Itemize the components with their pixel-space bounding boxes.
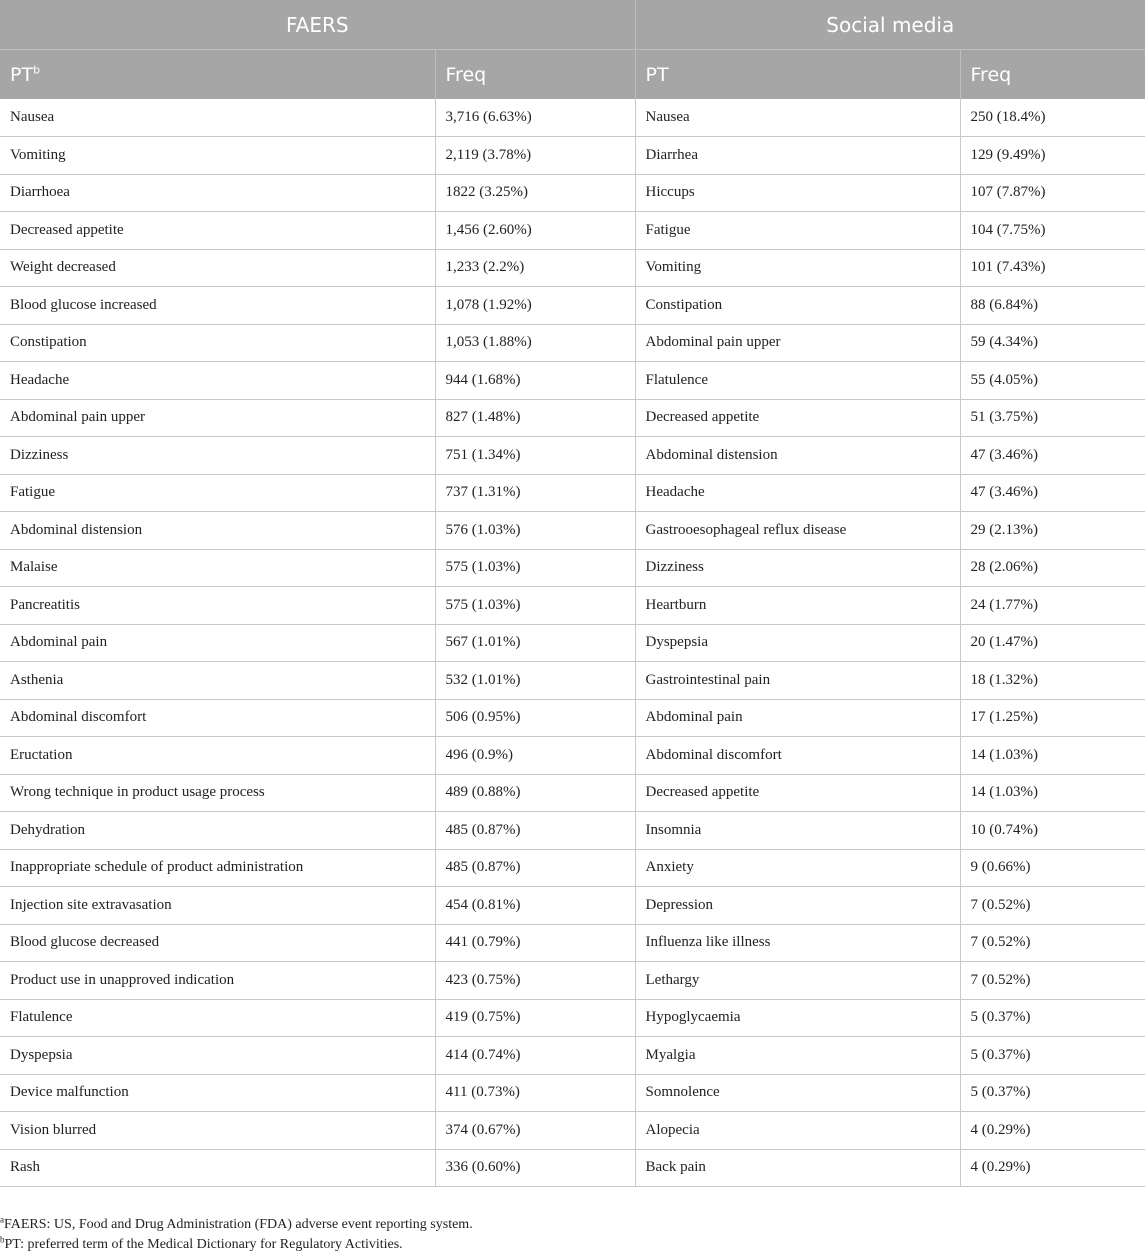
social-pt-cell: Diarrhea	[635, 137, 960, 175]
table-row	[0, 249, 1145, 287]
social-pt-cell: Insomnia	[635, 812, 960, 850]
social-pt-cell: Dizziness	[635, 549, 960, 587]
faers-freq-cell: 423 (0.75%)	[435, 962, 635, 1000]
social-freq-cell: 55 (4.05%)	[960, 362, 1145, 400]
group-header-row	[0, 0, 1145, 50]
faers-freq-cell: 489 (0.88%)	[435, 774, 635, 812]
social-pt-cell: Influenza like illness	[635, 924, 960, 962]
social-freq-cell: 88 (6.84%)	[960, 287, 1145, 325]
social-freq-cell: 129 (9.49%)	[960, 137, 1145, 175]
social-freq-cell: 7 (0.52%)	[960, 962, 1145, 1000]
faers-freq-cell: 827 (1.48%)	[435, 399, 635, 437]
faers-freq-cell: 336 (0.60%)	[435, 1149, 635, 1187]
faers-freq-cell: 737 (1.31%)	[435, 474, 635, 512]
table-row	[0, 1112, 1145, 1150]
social-pt-cell: Abdominal pain upper	[635, 324, 960, 362]
table-row	[0, 399, 1145, 437]
social-pt-cell: Nausea	[635, 99, 960, 137]
table-row	[0, 212, 1145, 250]
table-row	[0, 699, 1145, 737]
faers-freq-cell: 485 (0.87%)	[435, 849, 635, 887]
table-body	[0, 99, 1145, 1187]
faers-pt-cell: Injection site extravasation	[0, 887, 435, 925]
social-pt-cell: Abdominal discomfort	[635, 737, 960, 775]
faers-freq-cell: 575 (1.03%)	[435, 549, 635, 587]
social-freq-cell: 7 (0.52%)	[960, 887, 1145, 925]
social-freq-cell: 51 (3.75%)	[960, 399, 1145, 437]
social-pt-cell: Hiccups	[635, 174, 960, 212]
social-pt-cell: Depression	[635, 887, 960, 925]
faers-pt-cell: Pancreatitis	[0, 587, 435, 625]
table-row	[0, 924, 1145, 962]
social-pt-cell: Gastrooesophageal reflux disease	[635, 512, 960, 550]
column-header-row	[0, 50, 1145, 100]
social-freq-cell: 47 (3.46%)	[960, 437, 1145, 475]
faers-freq-cell: 1,078 (1.92%)	[435, 287, 635, 325]
faers-pt-cell: Rash	[0, 1149, 435, 1187]
faers-pt-cell: Product use in unapproved indication	[0, 962, 435, 1000]
footnote-text: FAERS: US, Food and Drug Administration (FDA) adverse event reporting system.	[4, 1217, 473, 1232]
footnote-mark: b	[33, 63, 41, 77]
social-pt-cell: Vomiting	[635, 249, 960, 287]
social-freq-cell: 47 (3.46%)	[960, 474, 1145, 512]
faers-pt-cell: Abdominal pain upper	[0, 399, 435, 437]
column-header-social-freq: Freq	[960, 50, 1145, 100]
faers-freq-cell: 3,716 (6.63%)	[435, 99, 635, 137]
social-freq-cell: 9 (0.66%)	[960, 849, 1145, 887]
column-header-social-pt: PT	[635, 50, 960, 100]
table-row	[0, 1149, 1145, 1187]
footnote-text: PT: preferred term of the Medical Dictionary for Regulatory Activities.	[4, 1237, 403, 1252]
faers-freq-cell: 2,119 (3.78%)	[435, 137, 635, 175]
table-row	[0, 587, 1145, 625]
social-pt-cell: Alopecia	[635, 1112, 960, 1150]
social-freq-cell: 250 (18.4%)	[960, 99, 1145, 137]
faers-pt-cell: Vision blurred	[0, 1112, 435, 1150]
social-pt-cell: Heartburn	[635, 587, 960, 625]
faers-pt-cell: Dehydration	[0, 812, 435, 850]
faers-pt-cell: Abdominal discomfort	[0, 699, 435, 737]
table-row	[0, 962, 1145, 1000]
table-row	[0, 1074, 1145, 1112]
table-row	[0, 737, 1145, 775]
faers-freq-cell: 576 (1.03%)	[435, 512, 635, 550]
faers-freq-cell: 419 (0.75%)	[435, 999, 635, 1037]
social-freq-cell: 28 (2.06%)	[960, 549, 1145, 587]
faers-freq-cell: 441 (0.79%)	[435, 924, 635, 962]
social-freq-cell: 14 (1.03%)	[960, 737, 1145, 775]
faers-freq-cell: 411 (0.73%)	[435, 1074, 635, 1112]
table-row	[0, 437, 1145, 475]
social-pt-cell: Myalgia	[635, 1037, 960, 1075]
column-header-faers-pt	[0, 50, 435, 100]
social-freq-cell: 59 (4.34%)	[960, 324, 1145, 362]
table-row	[0, 474, 1145, 512]
social-pt-cell: Anxiety	[635, 849, 960, 887]
social-pt-cell: Fatigue	[635, 212, 960, 250]
table-row	[0, 174, 1145, 212]
table-row	[0, 512, 1145, 550]
footnote-b	[0, 1235, 1145, 1255]
social-pt-cell: Decreased appetite	[635, 774, 960, 812]
faers-pt-cell: Asthenia	[0, 662, 435, 700]
faers-pt-cell: Blood glucose decreased	[0, 924, 435, 962]
social-freq-cell: 5 (0.37%)	[960, 999, 1145, 1037]
faers-freq-cell: 1822 (3.25%)	[435, 174, 635, 212]
social-freq-cell: 10 (0.74%)	[960, 812, 1145, 850]
faers-freq-cell: 1,456 (2.60%)	[435, 212, 635, 250]
footnote-mark: a	[0, 1214, 4, 1225]
table-row	[0, 887, 1145, 925]
footnote-mark: b	[0, 1234, 5, 1245]
faers-pt-cell: Nausea	[0, 99, 435, 137]
social-pt-cell: Abdominal distension	[635, 437, 960, 475]
faers-freq-cell: 454 (0.81%)	[435, 887, 635, 925]
faers-pt-cell: Dizziness	[0, 437, 435, 475]
social-pt-cell: Dyspepsia	[635, 624, 960, 662]
faers-freq-cell: 414 (0.74%)	[435, 1037, 635, 1075]
faers-freq-cell: 1,233 (2.2%)	[435, 249, 635, 287]
social-pt-cell: Constipation	[635, 287, 960, 325]
faers-pt-cell: Abdominal distension	[0, 512, 435, 550]
faers-pt-cell: Constipation	[0, 324, 435, 362]
social-freq-cell: 4 (0.29%)	[960, 1112, 1145, 1150]
table-row	[0, 774, 1145, 812]
faers-pt-cell: Dyspepsia	[0, 1037, 435, 1075]
table-row	[0, 324, 1145, 362]
social-freq-cell: 24 (1.77%)	[960, 587, 1145, 625]
faers-pt-cell: Abdominal pain	[0, 624, 435, 662]
group-header-social-media: Social media	[635, 0, 1145, 50]
table-row	[0, 549, 1145, 587]
social-freq-cell: 5 (0.37%)	[960, 1037, 1145, 1075]
social-freq-cell: 104 (7.75%)	[960, 212, 1145, 250]
social-pt-cell: Abdominal pain	[635, 699, 960, 737]
social-freq-cell: 17 (1.25%)	[960, 699, 1145, 737]
social-pt-cell: Lethargy	[635, 962, 960, 1000]
social-pt-cell: Flatulence	[635, 362, 960, 400]
faers-freq-cell: 1,053 (1.88%)	[435, 324, 635, 362]
faers-pt-cell: Device malfunction	[0, 1074, 435, 1112]
social-pt-cell: Gastrointestinal pain	[635, 662, 960, 700]
social-pt-cell: Decreased appetite	[635, 399, 960, 437]
group-header-faers: FAERS	[0, 0, 635, 50]
social-freq-cell: 107 (7.87%)	[960, 174, 1145, 212]
footnote-a	[0, 1215, 1145, 1235]
social-freq-cell: 20 (1.47%)	[960, 624, 1145, 662]
faers-pt-cell: Eructation	[0, 737, 435, 775]
table-row	[0, 137, 1145, 175]
social-pt-cell: Headache	[635, 474, 960, 512]
table-row	[0, 99, 1145, 137]
table-row	[0, 624, 1145, 662]
social-freq-cell: 4 (0.29%)	[960, 1149, 1145, 1187]
faers-pt-cell: Headache	[0, 362, 435, 400]
table-row	[0, 999, 1145, 1037]
footnotes	[0, 1215, 1145, 1255]
faers-pt-cell: Decreased appetite	[0, 212, 435, 250]
faers-pt-cell: Diarrhoea	[0, 174, 435, 212]
faers-pt-cell: Wrong technique in product usage process	[0, 774, 435, 812]
faers-freq-cell: 751 (1.34%)	[435, 437, 635, 475]
social-freq-cell: 5 (0.37%)	[960, 1074, 1145, 1112]
column-header-faers-freq: Freq	[435, 50, 635, 100]
faers-pt-cell: Flatulence	[0, 999, 435, 1037]
faers-pt-cell: Inappropriate schedule of product administration	[0, 849, 435, 887]
faers-freq-cell: 532 (1.01%)	[435, 662, 635, 700]
table-row	[0, 287, 1145, 325]
social-pt-cell: Hypoglycaemia	[635, 999, 960, 1037]
table-row	[0, 362, 1145, 400]
faers-freq-cell: 506 (0.95%)	[435, 699, 635, 737]
faers-freq-cell: 496 (0.9%)	[435, 737, 635, 775]
social-freq-cell: 18 (1.32%)	[960, 662, 1145, 700]
faers-pt-cell: Blood glucose increased	[0, 287, 435, 325]
table-row	[0, 662, 1145, 700]
faers-pt-cell: Malaise	[0, 549, 435, 587]
table-row	[0, 849, 1145, 887]
faers-pt-cell: Weight decreased	[0, 249, 435, 287]
social-freq-cell: 14 (1.03%)	[960, 774, 1145, 812]
faers-freq-cell: 567 (1.01%)	[435, 624, 635, 662]
social-freq-cell: 29 (2.13%)	[960, 512, 1145, 550]
faers-freq-cell: 575 (1.03%)	[435, 587, 635, 625]
faers-freq-cell: 374 (0.67%)	[435, 1112, 635, 1150]
social-pt-cell: Somnolence	[635, 1074, 960, 1112]
faers-pt-cell: Fatigue	[0, 474, 435, 512]
social-freq-cell: 101 (7.43%)	[960, 249, 1145, 287]
column-header-label: PT	[10, 63, 34, 86]
table-row	[0, 812, 1145, 850]
faers-freq-cell: 944 (1.68%)	[435, 362, 635, 400]
social-pt-cell: Back pain	[635, 1149, 960, 1187]
social-freq-cell: 7 (0.52%)	[960, 924, 1145, 962]
table-row	[0, 1037, 1145, 1075]
faers-pt-cell: Vomiting	[0, 137, 435, 175]
faers-freq-cell: 485 (0.87%)	[435, 812, 635, 850]
